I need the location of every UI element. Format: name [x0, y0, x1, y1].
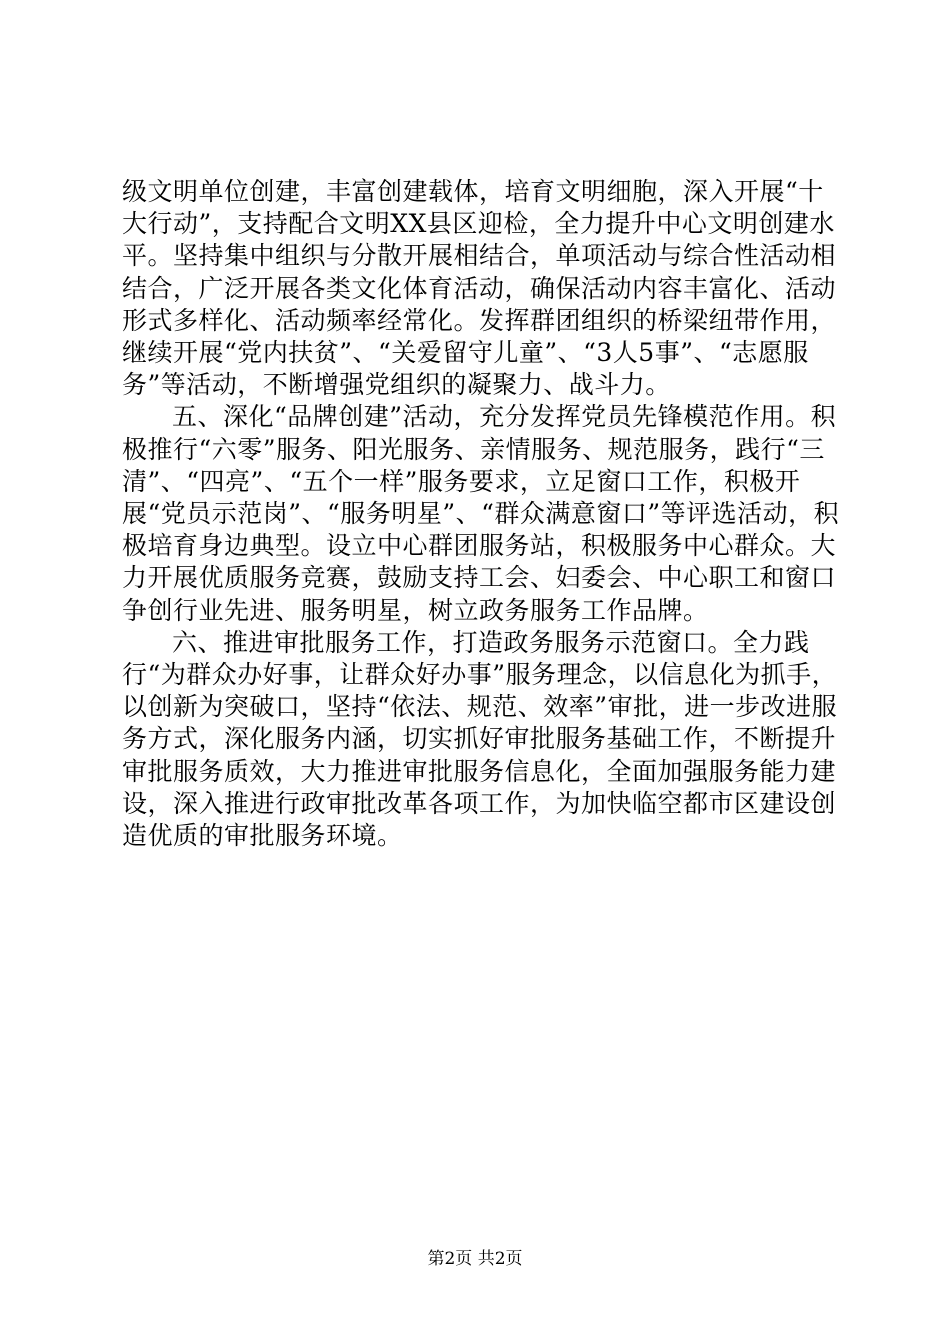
paragraph-continuation: 级文明单位创建，丰富创建载体，培育文明细胞，深入开展“十大行动”，支持配合文明XX县区迎检，全力提升中心文明创建水平。坚持集中组织与分散开展相结合，单项活动与综合性活动相结合，广泛开展各类文化体育活动，确保活动内容丰富化、活动形式多样化、活动频率经常化。发挥群团组织的桥梁纽带作用，继续开展“党内扶贫”、“关爱留守儿童”、“3人5事”、“志愿服务”等活动，不断增强党组织的凝聚力、战斗力。: [122, 177, 837, 400]
document-body: [122, 176, 842, 852]
paragraph-section-five: 五、深化“品牌创建”活动，充分发挥党员先锋模范作用。积极推行“六零”服务、阳光服务、亲情服务、规范服务，践行“三清”、“四亮”、“五个一样”服务要求，立足窗口工作，积极开展“党员示范岗”、“服务明星”、“群众满意窗口”等评选活动，积极培育身边典型。设立中心群团服务站，积极服务中心群众。大力开展优质服务竞赛，鼓励支持工会、妇委会、中心职工和窗口争创行业先进、服务明星，树立政务服务工作品牌。: [122, 402, 840, 625]
paragraph-section-six: 六、推进审批服务工作，打造政务服务示范窗口。全力践行“为群众办好事，让群众好办事”服务理念，以信息化为抓手，以创新为突破口，坚持“依法、规范、效率”审批，进一步改进服务方式，深化服务内涵，切实抓好审批服务基础工作，不断提升审批服务质效，大力推进审批服务信息化，全面加强服务能力建设，深入推进行政审批改革各项工作，为加快临空都市区建设创造优质的审批服务环境。: [122, 627, 838, 851]
page-number-footer: 第2页 共2页: [427, 1249, 523, 1269]
